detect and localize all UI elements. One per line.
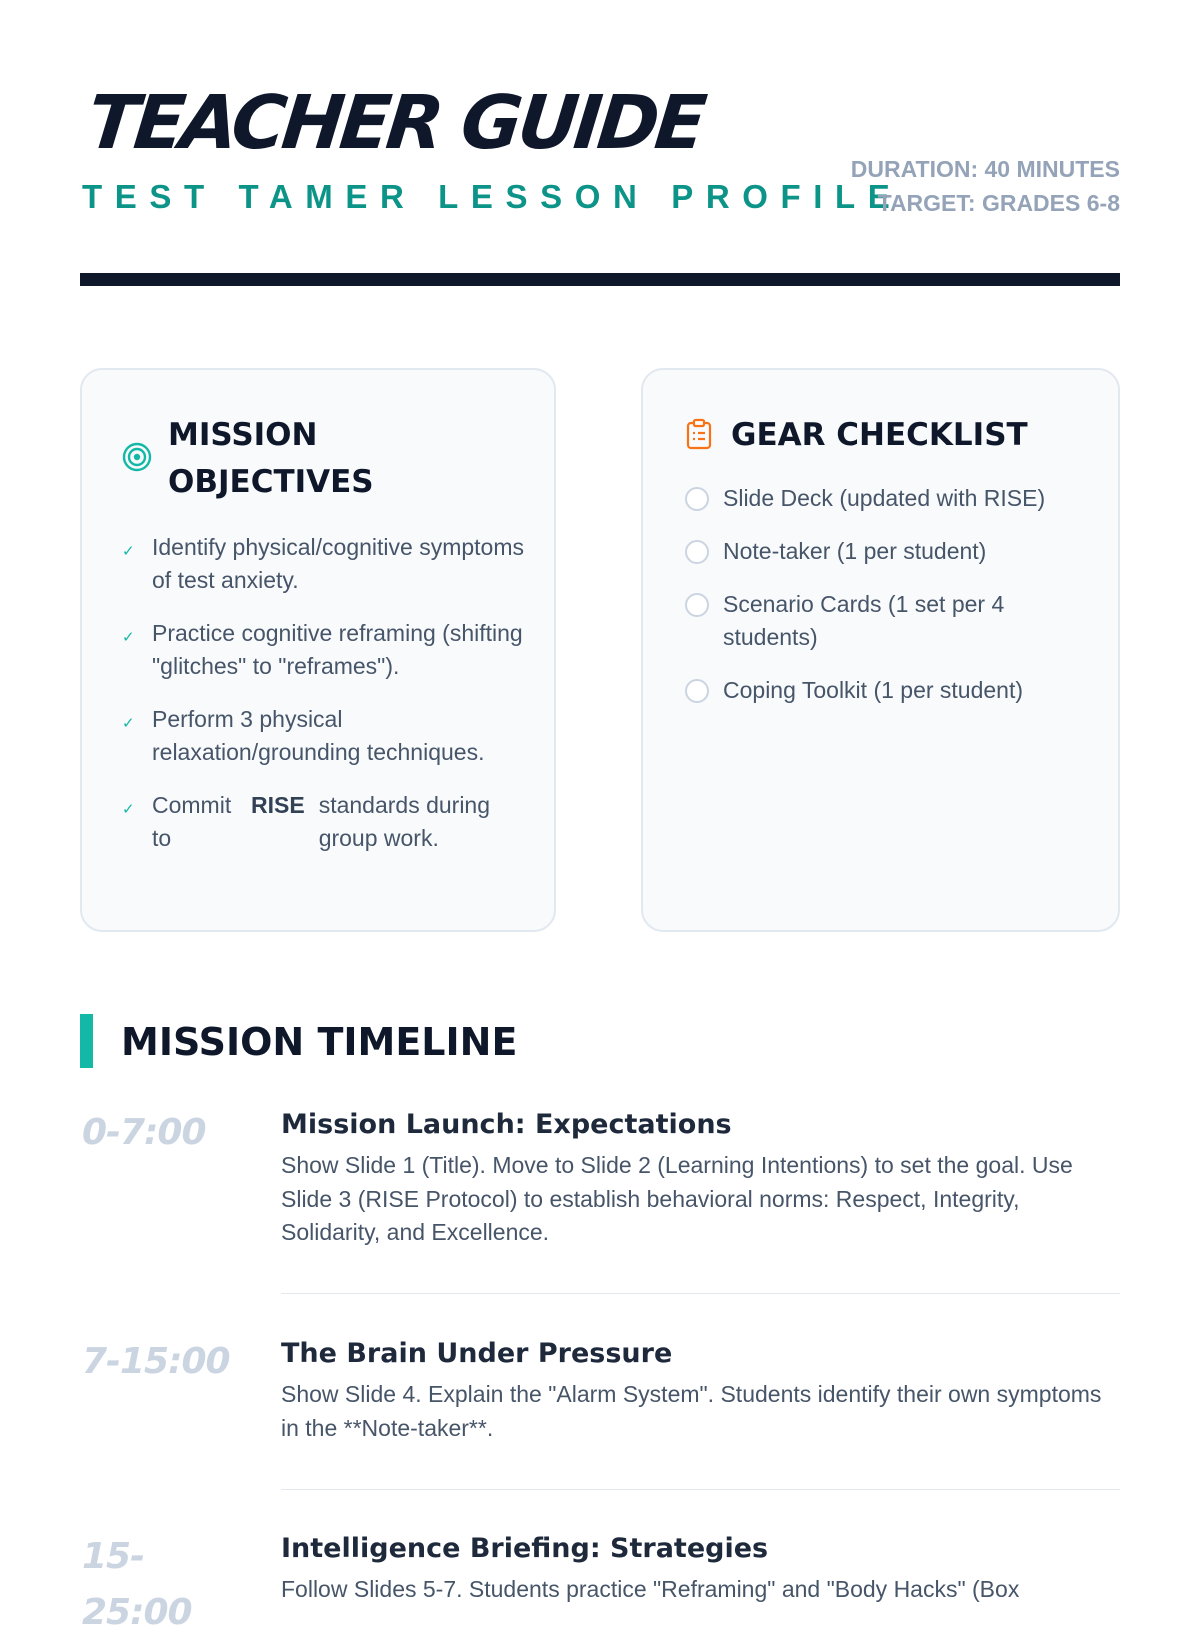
- page-subtitle: TEST TAMER LESSON PROFILE: [82, 178, 903, 215]
- target-icon: [122, 442, 152, 477]
- timeline-time: 7-15:00: [82, 1341, 230, 1382]
- checklist-item[interactable]: Note-taker (1 per student): [685, 535, 1095, 568]
- objective-item: ✓ Practice cognitive reframing (shifting "glitches" to "reframes").: [122, 620, 523, 679]
- timeline-body: [281, 1105, 1120, 1250]
- checkbox-circle[interactable]: [685, 487, 709, 511]
- checkbox-circle[interactable]: [685, 540, 709, 564]
- checklist-item[interactable]: Slide Deck (updated with RISE): [685, 482, 1095, 515]
- timeline-time: 15-25:00: [82, 1536, 192, 1633]
- target-label: TARGET: GRADES 6-8: [877, 190, 1120, 216]
- header-divider: [80, 273, 1120, 286]
- check-icon: ✓: [122, 801, 135, 818]
- timeline-title: MISSION TIMELINE: [121, 1020, 518, 1064]
- timeline-divider: [281, 1293, 1120, 1294]
- clipboard-icon: [685, 418, 713, 455]
- timeline-text: Show Slide 4. Explain the "Alarm System". Students identify their own symptoms in the **Note-taker**.: [281, 1381, 1102, 1441]
- objectives-list: [122, 531, 532, 875]
- timeline-body: [281, 1529, 1120, 1607]
- checklist-list: [685, 482, 1095, 727]
- rise-keyword: RISE: [251, 792, 305, 818]
- timeline-divider: [281, 1489, 1120, 1490]
- check-icon: ✓: [122, 715, 135, 732]
- timeline-text: Show Slide 1 (Title). Move to Slide 2 (Learning Intentions) to set the goal. Use Slide 3 (RISE Protocol) to establish behavioral norms: Respect, Integrity, Solidarity, and Excellence.: [281, 1152, 1073, 1245]
- lesson-meta: [851, 152, 1120, 220]
- checkbox-circle[interactable]: [685, 679, 709, 703]
- page-title: TEACHER GUIDE: [83, 80, 707, 166]
- timeline-heading: Mission Launch: Expectations: [281, 1109, 732, 1140]
- objective-item: [122, 789, 532, 855]
- checklist-item[interactable]: Scenario Cards (1 set per 4 students): [685, 588, 1095, 654]
- objective-text: standards during group work.: [318, 792, 491, 851]
- timeline-heading: Intelligence Briefing: Strategies: [281, 1533, 769, 1564]
- timeline-text: Follow Slides 5-7. Students practice "Reframing" and "Body Hacks" (Box: [281, 1576, 1020, 1602]
- mission-objectives-card: [80, 368, 556, 932]
- objective-item: ✓ Identify physical/cognitive symptoms of test anxiety.: [122, 534, 524, 593]
- objective-item: ✓ Perform 3 physical relaxation/grounding techniques.: [122, 706, 485, 765]
- checkbox-circle[interactable]: [685, 593, 709, 617]
- timeline-time: 0-7:00: [82, 1112, 206, 1153]
- check-icon: ✓: [122, 629, 135, 646]
- gear-checklist-card: [641, 368, 1120, 932]
- timeline-heading: The Brain Under Pressure: [281, 1338, 673, 1369]
- checklist-title: GEAR CHECKLIST: [731, 417, 1028, 453]
- section-accent-bar: [80, 1014, 93, 1068]
- objectives-title: MISSION OBJECTIVES: [168, 417, 374, 500]
- duration-label: DURATION: 40 MINUTES: [850, 156, 1120, 182]
- check-icon: ✓: [122, 543, 135, 560]
- checklist-item[interactable]: Coping Toolkit (1 per student): [685, 674, 1095, 707]
- objective-text: Commit to: [152, 792, 232, 851]
- timeline-body: [281, 1334, 1120, 1445]
